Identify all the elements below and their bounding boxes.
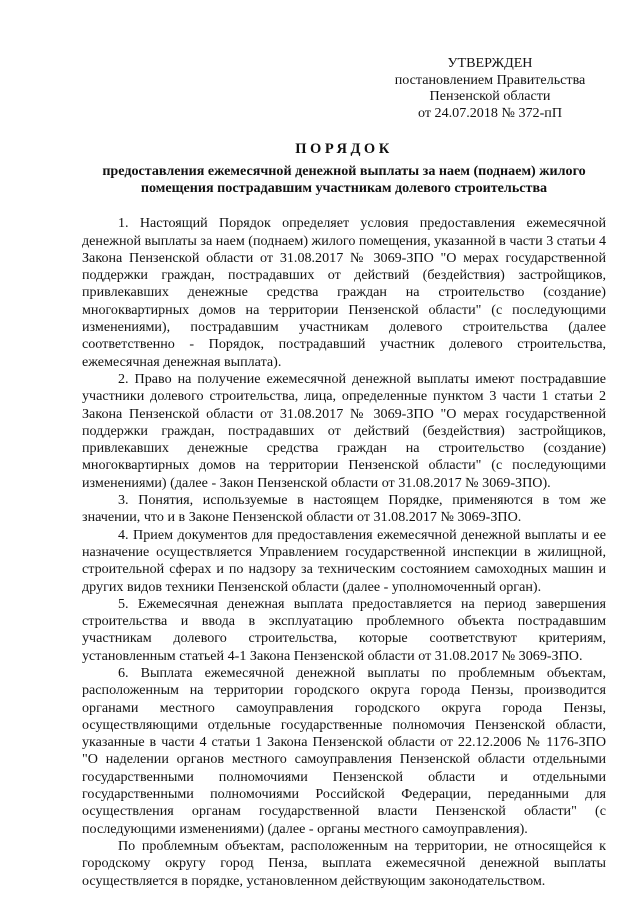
approval-region: Пензенской области [429, 88, 551, 105]
approval-date-number: от 24.07.2018 № 372-пП [417, 104, 562, 121]
paragraph-7: По проблемным объектам, расположенным на территории, не относящейся к городскому округу город Пенза, выплата ежемесячной денежной выплаты осуществляется в порядке, установленном действующим законодательством. [82, 837, 606, 889]
paragraph-3: 3. Понятия, используемые в настоящем Порядке, применяются в том же значении, что и в Законе Пензенской области от 31.08.2017 № 3069-ЗПО. [82, 492, 606, 526]
document-subtitle: предоставления ежемесячной денежной выплаты за наем (поднаем) жилого помещения пострадавшим участникам долевого строительства [102, 162, 586, 196]
paragraph-2: 2. Право на получение ежемесячной денежной выплаты имеют пострадавшие участники долевого строительства, лица, определенные пунктом 3 части 1 статьи 2 Закона Пензенской области от 31.08.2017 № 3069-ЗПО "О мерах государственной поддержки граждан, пострадавших от действий (бездействия) застройщиков, привлекавших денежные средства граждан на строительство (создание) многоквартирных домов на территории Пензенской области" (с последующими изменениями) (далее - Закон Пензенской области от 31.08.2017 № 3069-ЗПО). [82, 370, 606, 491]
document-title: ПОРЯДОК [295, 141, 393, 158]
paragraph-6: 6. Выплата ежемесячной денежной выплаты по проблемным объектам, расположенным на территории городского округа города Пензы, производится органами местного самоуправления городского округа города Пензы, осуществляющими отдельные государственные полномочия Пензенской области, указанные в части 4 статьи 1 Закона Пензенской области от 22.12.2006 № 1176-ЗПО "О наделении органов местного самоуправления Пензенской области отдельными государственными полномочиями Пензенской области и отдельными государственными полномочиями Российской Федерации, переданными для осуществления органам государственной власти Пензенской области" (с последующими изменениями) (далее - органы местного самоуправления). [82, 664, 606, 837]
paragraph-5: 5. Ежемесячная денежная выплата предоставляется на период завершения строительства и ввода в эксплуатацию проблемного объекта пострадавшим участникам долевого строительства, которые соответствуют критериям, установленным статьей 4-1 Закона Пензенской области от 31.08.2017 № 3069-ЗПО. [82, 595, 606, 664]
approval-issuer: постановлением Правительства [394, 71, 586, 88]
approval-stamp [383, 55, 597, 121]
paragraph-1: 1. Настоящий Порядок определяет условия предоставления ежемесячной денежной выплаты за наем (поднаем) жилого помещения, указанной в части 3 статьи 4 Закона Пензенской области от 31.08.2017 № 3069-ЗПО "О мерах государственной поддержки граждан, пострадавших от действий (бездействия) застройщиков, привлекавших денежные средства граждан на строительство (создание) многоквартирных домов на территории Пензенской области" (с последующими изменениями), пострадавшим участникам долевого строительства (далее соответственно - Порядок, пострадавший участник долевого строительства, ежемесячная денежная выплата). [82, 215, 606, 370]
approval-title: УТВЕРЖДЕН [447, 55, 533, 71]
paragraph-4: 4. Прием документов для предоставления ежемесячной денежной выплаты и ее назначение осуществляется Управлением государственной инспекции в жилищной, строительной сферах и по надзору за техническим состоянием самоходных машин и других видов техники Пензенской области (далее - уполномоченный орган). [82, 526, 606, 595]
